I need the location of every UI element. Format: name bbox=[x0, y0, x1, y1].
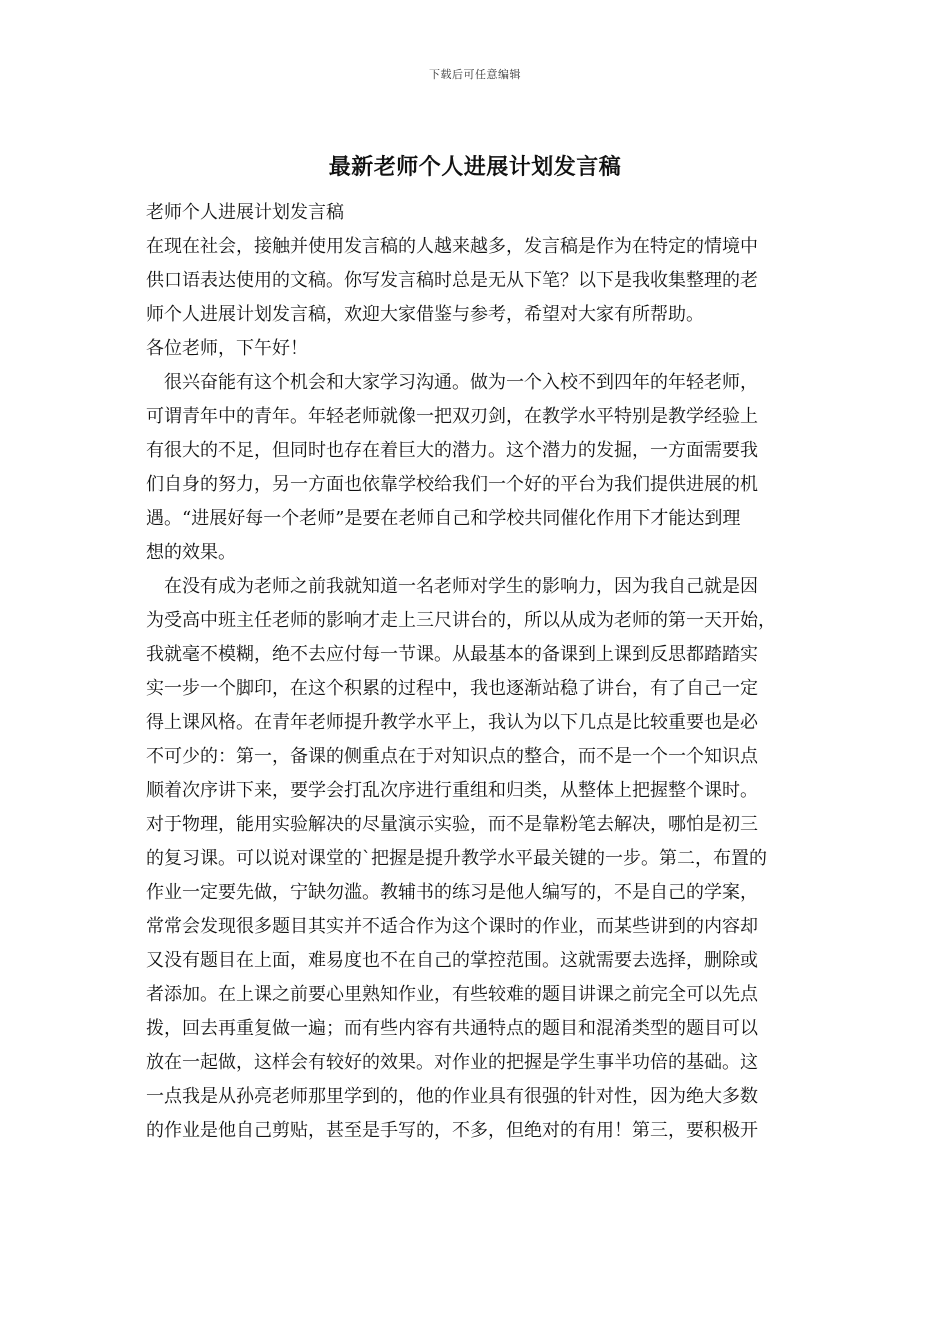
text-line: 顺着次序讲下来，要学会打乱次序进行重组和归类，从整体上把握整个课时。 bbox=[146, 780, 758, 801]
text-line: 供口语表达使用的文稿。你写发言稿时总是无从下笔？以下是我收集整理的老 bbox=[146, 270, 758, 291]
document-body bbox=[146, 196, 811, 1148]
text-line: 的作业是他自己剪贴，甚至是手写的，不多，但绝对的有用！第三，要积极开 bbox=[146, 1120, 758, 1141]
text-line: 我就毫不模糊，绝不去应付每一节课。从最基本的备课到上课到反思都踏踏实 bbox=[146, 644, 758, 665]
text-line: 者添加。在上课之前要心里熟知作业，有些较难的题目讲课之前完全可以先点 bbox=[146, 984, 758, 1005]
text-line: 想的效果。 bbox=[146, 542, 236, 563]
text-line: 各位老师，下午好！ bbox=[146, 338, 308, 359]
text-line: 们自身的努力，另一方面也依靠学校给我们一个好的平台为我们提供进展的机 bbox=[146, 474, 758, 495]
text-line: 作业一定要先做，宁缺勿滥。教辅书的练习是他人编写的，不是自己的学案， bbox=[146, 882, 758, 903]
text-line: 老师个人进展计划发言稿 bbox=[146, 202, 344, 223]
text-line: 对于物理，能用实验解决的尽量演示实验，而不是靠粉笔去解决，哪怕是初三 bbox=[146, 814, 758, 835]
text-line: 遇。“进展好每一个老师”是要在老师自己和学校共同催化作用下才能达到理 bbox=[146, 508, 741, 529]
text-line: 的复习课。可以说对课堂的`把握是提升教学水平最关键的一步。第二，布置的 bbox=[146, 848, 767, 869]
text-line: 有很大的不足，但同时也存在着巨大的潜力。这个潜力的发掘，一方面需要我 bbox=[146, 440, 758, 461]
text-line: 可谓青年中的青年。年轻老师就像一把双刃剑，在教学水平特别是教学经验上 bbox=[146, 406, 758, 427]
text-line: 常常会发现很多题目其实并不适合作为这个课时的作业，而某些讲到的内容却 bbox=[146, 916, 758, 937]
text-line: 放在一起做，这样会有较好的效果。对作业的把握是学生事半功倍的基础。这 bbox=[146, 1052, 758, 1073]
text-line: 又没有题目在上面，难易度也不在自己的掌控范围。这就需要去选择，删除或 bbox=[146, 950, 758, 971]
text-line: 为受高中班主任老师的影响才走上三尺讲台的，所以从成为老师的第一天开始， bbox=[146, 610, 776, 631]
text-line: 拨，回去再重复做一遍；而有些内容有共通特点的题目和混淆类型的题目可以 bbox=[146, 1018, 758, 1039]
text-line: 师个人进展计划发言稿，欢迎大家借鉴与参考，希望对大家有所帮助。 bbox=[146, 304, 704, 325]
text-line: 很兴奋能有这个机会和大家学习沟通。做为一个入校不到四年的年轻老师， bbox=[146, 372, 758, 393]
text-line: 实一步一个脚印，在这个积累的过程中，我也逐渐站稳了讲台，有了自己一定 bbox=[146, 678, 758, 699]
text-line: 得上课风格。在青年老师提升教学水平上，我认为以下几点是比较重要也是必 bbox=[146, 712, 758, 733]
text-line: 在现在社会，接触并使用发言稿的人越来越多，发言稿是作为在特定的情境中 bbox=[146, 236, 758, 257]
text-line: 不可少的：第一，备课的侧重点在于对知识点的整合，而不是一个一个知识点 bbox=[146, 746, 758, 767]
header-note: 下载后可任意编辑 bbox=[429, 68, 521, 81]
text-line: 一点我是从孙亮老师那里学到的，他的作业具有很强的针对性，因为绝大多数 bbox=[146, 1086, 758, 1107]
document-title: 最新老师个人进展计划发言稿 bbox=[328, 154, 622, 180]
text-line: 在没有成为老师之前我就知道一名老师对学生的影响力，因为我自己就是因 bbox=[146, 576, 758, 597]
